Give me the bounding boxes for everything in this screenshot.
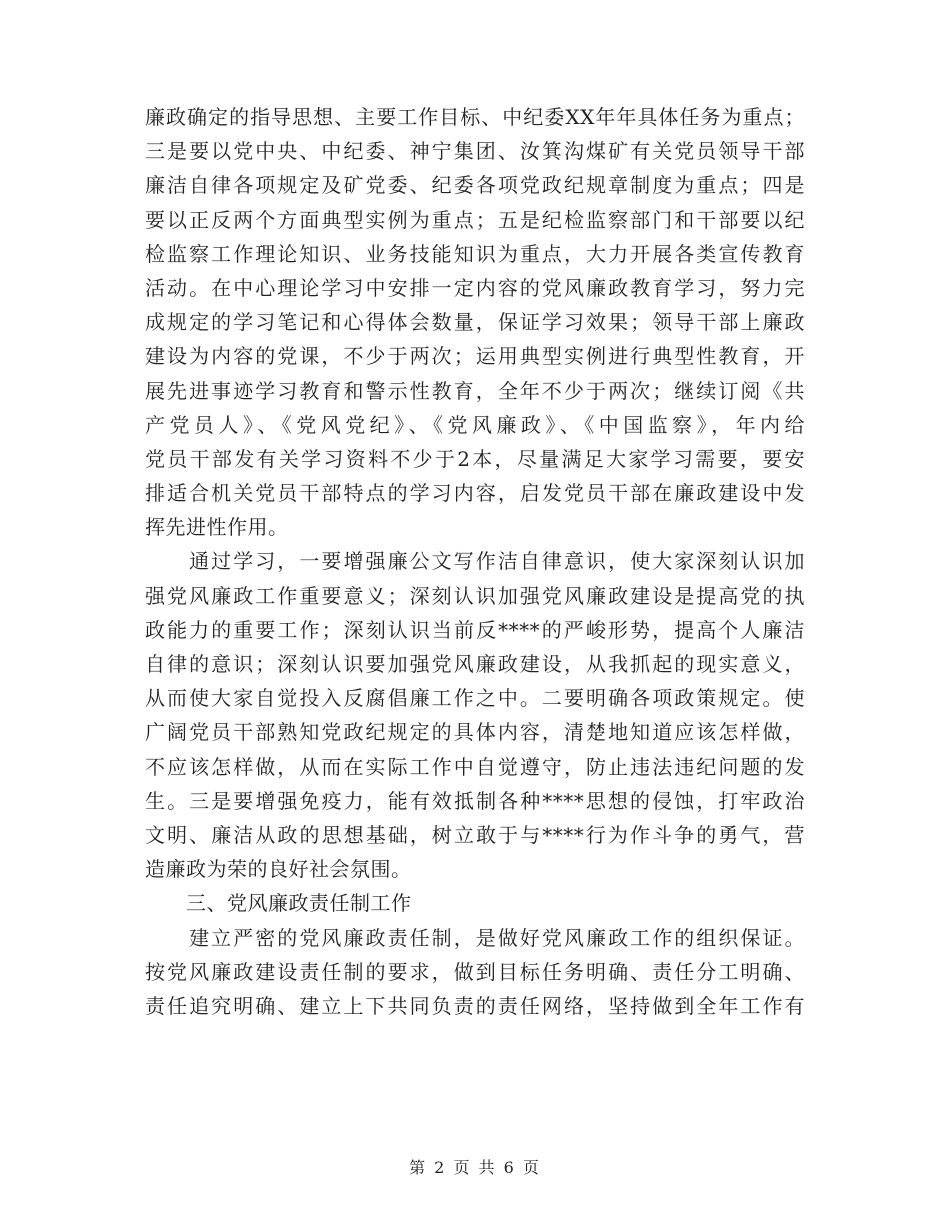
section-heading: 三、党风廉政责任制工作 [145, 891, 412, 916]
text-line: 建设为内容的党课，不少于两次；运用典型实例进行典型性教育，开 [145, 344, 805, 369]
text-line: 廉政确定的指导思想、主要工作目标、中纪委XX年年具体任务为重点； [145, 105, 805, 129]
text-line: 展先进事迹学习教育和警示性教育，全年不少于两次；继续订阅《共 [145, 378, 805, 403]
text-line: 广阔党员干部熟知党政纪规定的具体内容，清楚地知道应该怎样做， [145, 720, 805, 745]
text-line: 党员干部发有关学习资料不少于2本，尽量满足大家学习需要，要安 [145, 446, 805, 471]
page-number-footer: 第 2 页 共 6 页 [409, 1158, 541, 1177]
text-line: 生。三是要增强免疫力，能有效抵制各种****思想的侵蚀，打牢政治 [145, 788, 805, 813]
text-line: 强党风廉政工作重要意义；深刻认识加强党风廉政建设是提高党的执 [145, 583, 805, 608]
text-line: 排适合机关党员干部特点的学习内容，启发党员干部在廉政建设中发 [145, 481, 805, 506]
text-line: 责任追究明确、建立上下共同负责的责任网络，坚持做到全年工作有 [145, 993, 805, 1018]
text-line: 产党员人》、《党风党纪》、《党风廉政》、《中国监察》，年内给 [145, 412, 805, 437]
text-line: 要以正反两个方面典型实例为重点；五是纪检监察部门和干部要以纪 [145, 207, 805, 232]
text-line: 从而使大家自觉投入反腐倡廉工作之中。二要明确各项政策规定。使 [145, 686, 805, 711]
text-line: 检监察工作理论知识、业务技能知识为重点，大力开展各类宣传教育 [145, 241, 805, 266]
body-text [145, 100, 805, 1023]
text-line: 自律的意识；深刻认识要加强党风廉政建设，从我抓起的现实意义， [145, 652, 805, 676]
text-line: 挥先进性作用。 [145, 515, 289, 540]
text-line: 活动。在中心理论学习中安排一定内容的党风廉政教育学习，努力完 [145, 275, 805, 300]
text-line: 文明、廉洁从政的思想基础，树立敢于与****行为作斗争的勇气，营 [145, 822, 805, 847]
text-line: 建立严密的党风廉政责任制，是做好党风廉政工作的组织保证。 [145, 925, 805, 950]
text-line: 按党风廉政建设责任制的要求，做到目标任务明确、责任分工明确、 [145, 959, 805, 984]
text-line: 政能力的重要工作；深刻认识当前反****的严峻形势，提高个人廉洁 [145, 617, 805, 642]
text-line: 不应该怎样做，从而在实际工作中自觉遵守，防止违法违纪问题的发 [145, 754, 805, 779]
text-line: 成规定的学习笔记和心得体会数量，保证学习效果；领导干部上廉政 [145, 310, 805, 335]
text-line: 通过学习，一要增强廉公文写作洁自律意识，使大家深刻认识加 [145, 549, 805, 574]
text-line: 造廉政为荣的良好社会氛围。 [145, 857, 412, 882]
text-line: 廉洁自律各项规定及矿党委、纪委各项党政纪规章制度为重点；四是 [145, 173, 805, 198]
text-line: 三是要以党中央、中纪委、神宁集团、汝箕沟煤矿有关党员领导干部 [145, 139, 805, 164]
